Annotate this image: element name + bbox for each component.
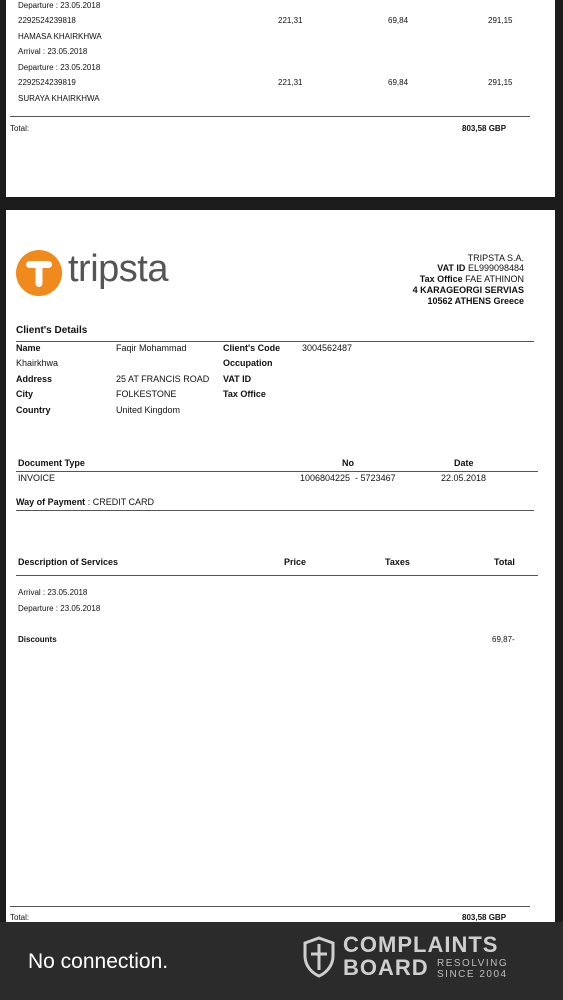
total-value: 803,58 GBP: [462, 913, 507, 922]
tax-office-label: Tax Office: [223, 389, 266, 399]
divider: [16, 341, 534, 342]
services-total-label: Total: [494, 557, 515, 567]
client-details-heading: Client's Details: [16, 325, 88, 336]
services-taxes-label: Taxes: [385, 557, 410, 567]
ticket-taxes: 69,84: [388, 16, 409, 25]
divider: [16, 575, 538, 576]
client-code: 3004562487: [302, 343, 353, 353]
document-no: 1006804225 - 5723467: [300, 473, 396, 483]
total-value: 803,58 GBP: [462, 124, 507, 133]
total-label: Total:: [10, 913, 30, 922]
divider: [16, 471, 538, 472]
company-name: TRIPSTA S.A.: [467, 253, 524, 263]
occupation-label: Occupation: [223, 358, 273, 368]
name-label: Name: [16, 343, 41, 353]
client-first-name: Faqir Mohammad: [116, 343, 187, 353]
divider: [10, 116, 530, 117]
departure-line: Departure : 23.05.2018: [18, 604, 101, 613]
invoice-page-previous: [6, 0, 555, 197]
document-type-label: Document Type: [18, 458, 85, 468]
client-address: 25 AT FRANCIS ROAD: [116, 374, 210, 384]
document-date-label: Date: [454, 458, 474, 468]
tripsta-logo-text: tripsta: [68, 248, 168, 290]
invoice-page: [6, 210, 555, 922]
ticket-taxes: 69,84: [388, 78, 409, 87]
passenger-name: HAMASA KHAIRKHWA: [18, 32, 102, 41]
services-price-label: Price: [284, 557, 307, 567]
divider: [10, 906, 530, 907]
arrival-line: Arrival : 23.05.2018: [18, 47, 88, 56]
address-label: Address: [16, 374, 53, 384]
ticket-total: 291,15: [488, 16, 513, 25]
watermark-title-line2: BOARD: [343, 955, 429, 980]
ticket-number: 2292524239819: [18, 78, 76, 87]
client-code-label: Client's Code: [223, 343, 281, 353]
city-label: City: [16, 389, 34, 399]
watermark-title-line1: COMPLAINTS: [343, 932, 499, 957]
passenger-name: SURAYA KHAIRKHWA: [18, 94, 100, 103]
discounts-value: 69,87-: [492, 635, 515, 644]
ticket-total: 291,15: [488, 78, 513, 87]
arrival-line: Arrival : 23.05.2018: [18, 588, 88, 597]
services-description-label: Description of Services: [18, 557, 119, 567]
payment-method: Way of Payment : CREDIT CARD: [16, 497, 155, 507]
company-city: 10562 ATHENS Greece: [427, 296, 524, 306]
company-street: 4 KARAGEORGI SERVIAS: [412, 285, 524, 295]
client-country: United Kingdom: [116, 405, 181, 415]
total-label: Total:: [10, 124, 30, 133]
ticket-price: 221,31: [278, 78, 303, 87]
snackbar-message: No connection.: [28, 950, 169, 973]
country-label: Country: [16, 405, 51, 415]
company-tax-office: Tax Office FAE ATHINON: [419, 274, 524, 284]
vat-id-label: VAT ID: [223, 374, 252, 384]
company-vat: VAT ID EL999098484: [437, 263, 524, 273]
departure-line: Departure : 23.05.2018: [18, 1, 101, 10]
shield-icon: [302, 936, 336, 983]
document-type: INVOICE: [18, 473, 56, 483]
document-date: 22.05.2018: [441, 473, 487, 483]
client-city: FOLKESTONE: [116, 389, 177, 399]
divider: [16, 510, 534, 511]
ticket-price: 221,31: [278, 16, 303, 25]
ticket-number: 2292524239818: [18, 16, 76, 25]
departure-line: Departure : 23.05.2018: [18, 63, 101, 72]
document-no-label: No: [342, 458, 354, 468]
discounts-label: Discounts: [18, 635, 57, 644]
watermark-tagline: RESOLVING SINCE 2004: [437, 958, 509, 980]
client-last-name: Khairkhwa: [16, 358, 59, 368]
tripsta-logo-icon: [16, 250, 62, 296]
